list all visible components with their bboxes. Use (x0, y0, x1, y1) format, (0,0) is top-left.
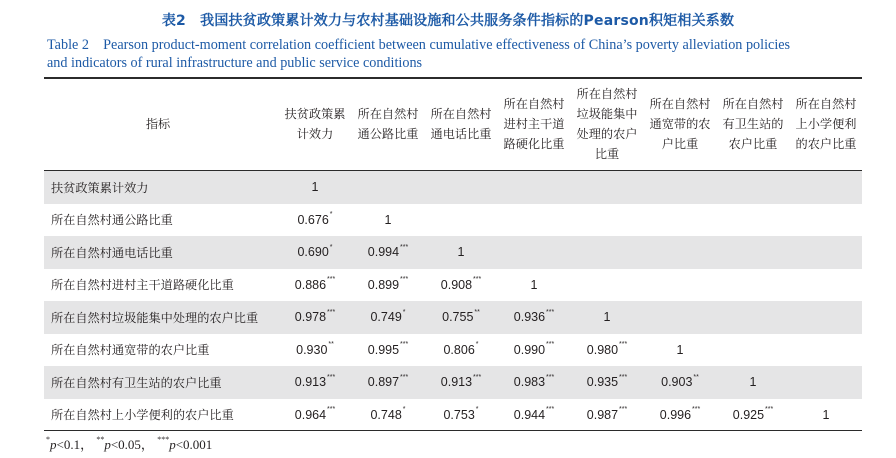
correlation-cell (279, 334, 351, 367)
significance-marker: *** (400, 373, 409, 381)
correlation-value: 0.913 (440, 375, 473, 390)
table-row (44, 301, 862, 334)
header-column-text (577, 84, 638, 164)
header-column-2 (352, 78, 424, 170)
correlation-cell (425, 301, 497, 334)
header-indicator-label: 指标 (145, 117, 171, 131)
correlation-cell (425, 269, 497, 302)
row-label: 所在自然村垃圾能集中处理的农户比重 (51, 310, 259, 325)
header-column-line: 通公路比重 (357, 127, 419, 141)
row-label: 扶贫政策累计效力 (51, 180, 149, 195)
row-label: 所在自然村上小学便利的农户比重 (51, 408, 234, 423)
header-column-text (723, 94, 784, 154)
note-sig-2: ** (96, 434, 105, 444)
correlation-cell (571, 334, 643, 367)
note-threshold-1: <0.1， (56, 437, 94, 452)
correlation-value: 0.996 (659, 407, 692, 422)
correlation-value: 0.908 (440, 277, 473, 292)
header-column-line: 所在自然村 (503, 97, 565, 111)
correlation-cell (498, 399, 570, 432)
table-row (44, 399, 862, 432)
correlation-cell (279, 301, 351, 334)
row-label: 所在自然村有卫生站的农户比重 (51, 375, 222, 390)
correlation-value: 0.935 (586, 375, 619, 390)
correlation-value: 0.995 (367, 342, 400, 357)
significance-marker: * (329, 211, 333, 219)
correlation-value: 0.987 (586, 407, 619, 422)
correlation-value: 0.936 (513, 310, 546, 325)
correlation-cell (644, 366, 716, 399)
significance-marker: *** (327, 406, 336, 414)
significance-marker: *** (765, 406, 774, 414)
header-column-line: 计效力 (296, 127, 334, 141)
significance-marker: *** (619, 341, 628, 349)
correlation-value: 0.886 (294, 277, 327, 292)
significance-marker: *** (473, 276, 482, 284)
correlation-value: 1 (311, 180, 319, 195)
header-column-line: 所在自然村 (795, 97, 857, 111)
correlation-value: 1 (457, 245, 465, 260)
note-threshold-2: <0.05， (110, 437, 154, 452)
correlation-value: 0.748 (370, 407, 402, 422)
correlation-value: 0.753 (443, 407, 475, 422)
header-column-3 (425, 78, 497, 170)
correlation-value: 0.983 (513, 375, 546, 390)
row-label: 所在自然村通电话比重 (51, 245, 173, 260)
significance-marker: *** (546, 308, 555, 316)
correlation-value: 1 (384, 212, 392, 227)
row-label: 所在自然村进村主干道路硬化比重 (51, 278, 234, 293)
header-column-line: 的农户比重 (795, 137, 857, 151)
correlation-cell (279, 204, 351, 237)
header-column-7 (717, 78, 789, 170)
note-sig-3: *** (157, 434, 170, 444)
header-column-8 (790, 78, 862, 170)
row-label: 所在自然村通公路比重 (51, 213, 173, 228)
significance-marker: ** (693, 373, 699, 381)
significance-marker: *** (327, 308, 336, 316)
correlation-value: 1 (749, 375, 757, 390)
significance-marker: * (475, 341, 479, 349)
table-title-en-line1: Table 2 Pearson product-moment correlation coefficient between cumulative effectiveness of China’s poverty alleviation policies (47, 37, 791, 53)
table-title-en (47, 36, 887, 72)
table-row (44, 334, 862, 367)
header-column-line: 通宽带的农 (649, 117, 711, 131)
header-column-line: 处理的农户 (576, 127, 638, 141)
correlation-value: 1 (822, 407, 830, 422)
correlation-cell (352, 301, 424, 334)
significance-marker: * (402, 406, 406, 414)
correlation-value: 0.964 (294, 407, 327, 422)
correlation-value: 0.930 (296, 342, 328, 357)
significance-marker: *** (546, 341, 555, 349)
header-column-text (504, 94, 565, 154)
header-column-5 (571, 78, 643, 170)
header-column-1 (279, 78, 351, 170)
table-bottom-rule (44, 430, 862, 431)
note-threshold-3: <0.001 (175, 437, 213, 452)
header-column-4 (498, 78, 570, 170)
header-column-line: 进村主干道 (503, 117, 565, 131)
significance-marker: * (475, 406, 479, 414)
significance-marker: *** (400, 341, 409, 349)
table-row (44, 204, 862, 237)
correlation-value: 0.978 (294, 310, 327, 325)
significance-marker: ** (328, 341, 334, 349)
correlation-cell (279, 399, 351, 432)
correlation-cell (279, 236, 351, 269)
correlation-cell (498, 269, 570, 302)
header-column-line: 有卫生站的 (722, 117, 784, 131)
correlation-cell (425, 366, 497, 399)
header-column-line: 路硬化比重 (503, 137, 565, 151)
correlation-cell (498, 301, 570, 334)
correlation-cell (571, 399, 643, 432)
header-column-line: 上小学便利 (795, 117, 857, 131)
correlation-cell (352, 269, 424, 302)
correlation-cell (717, 399, 789, 432)
significance-marker: * (402, 308, 406, 316)
correlation-cell (425, 334, 497, 367)
table-title-en-line2: and indicators of rural infrastructure and public service conditions (47, 55, 423, 71)
header-column-line: 所在自然村 (576, 87, 638, 101)
correlation-value: 0.925 (732, 407, 765, 422)
correlation-value: 0.897 (367, 375, 400, 390)
table-row (44, 269, 862, 302)
note-p-1: p (50, 437, 57, 452)
note-sig-1: * (46, 434, 50, 444)
correlation-value: 0.690 (297, 245, 329, 260)
significance-marker: *** (327, 373, 336, 381)
correlation-cell (279, 171, 351, 204)
correlation-value: 1 (603, 310, 611, 325)
correlation-cell (352, 366, 424, 399)
header-column-text (358, 104, 419, 144)
significance-marker: * (329, 243, 333, 251)
significance-marker: *** (546, 406, 555, 414)
header-column-text (431, 104, 492, 144)
correlation-value: 0.903 (661, 375, 693, 390)
correlation-cell (352, 399, 424, 432)
correlation-value: 0.990 (513, 342, 546, 357)
header-column-line: 所在自然村 (357, 107, 419, 121)
correlation-cell (571, 301, 643, 334)
header-column-line: 比重 (594, 147, 620, 161)
row-label: 所在自然村通宽带的农户比重 (51, 343, 210, 358)
correlation-value: 0.899 (367, 277, 400, 292)
correlation-value: 1 (676, 342, 684, 357)
correlation-cell (644, 334, 716, 367)
header-column-line: 户比重 (661, 137, 699, 151)
significance-marker: *** (619, 373, 628, 381)
header-column-line: 通电话比重 (430, 127, 492, 141)
correlation-cell (498, 366, 570, 399)
table-row (44, 366, 862, 399)
correlation-value: 0.749 (370, 310, 402, 325)
correlation-value: 0.676 (297, 212, 329, 227)
header-column-text (285, 104, 346, 144)
significance-marker: *** (546, 373, 555, 381)
correlation-value: 0.980 (586, 342, 619, 357)
header-column-text (796, 94, 857, 154)
correlation-value: 0.944 (513, 407, 546, 422)
correlation-cell (717, 366, 789, 399)
correlation-cell (352, 236, 424, 269)
significance-marker: *** (400, 243, 409, 251)
header-column-line: 所在自然村 (649, 97, 711, 111)
correlation-cell (279, 366, 351, 399)
significance-marker: *** (327, 276, 336, 284)
correlation-value: 0.994 (367, 245, 400, 260)
significance-marker: *** (692, 406, 701, 414)
correlation-cell (498, 334, 570, 367)
correlation-cell (352, 334, 424, 367)
significance-marker: *** (619, 406, 628, 414)
significance-marker: *** (400, 276, 409, 284)
correlation-cell (571, 366, 643, 399)
correlation-cell (279, 269, 351, 302)
correlation-value: 0.913 (294, 375, 327, 390)
correlation-cell (644, 399, 716, 432)
table-header (44, 78, 862, 170)
header-column-line: 垃圾能集中 (576, 107, 638, 121)
header-column-text (650, 94, 711, 154)
significance-marker: *** (473, 373, 482, 381)
correlation-value: 1 (530, 277, 538, 292)
correlation-value: 0.806 (443, 342, 475, 357)
header-column-6 (644, 78, 716, 170)
correlation-cell (425, 236, 497, 269)
note-p-3: p (169, 437, 176, 452)
header-indicator (44, 78, 272, 170)
header-column-line: 扶贫政策累 (284, 107, 346, 121)
table-title-cn: 表2 我国扶贫政策累计效力与农村基础设施和公共服务条件指标的Pearson积矩相关系数 (161, 13, 735, 29)
header-column-line: 农户比重 (728, 137, 778, 151)
table-row (44, 171, 862, 204)
header-column-line: 所在自然村 (722, 97, 784, 111)
correlation-value: 0.755 (442, 310, 474, 325)
significance-marker: ** (474, 308, 480, 316)
header-column-line: 所在自然村 (430, 107, 492, 121)
table-row (44, 236, 862, 269)
correlation-cell (790, 399, 862, 432)
correlation-cell (352, 204, 424, 237)
correlation-cell (425, 399, 497, 432)
significance-note (46, 434, 212, 453)
note-p-2: p (104, 437, 111, 452)
